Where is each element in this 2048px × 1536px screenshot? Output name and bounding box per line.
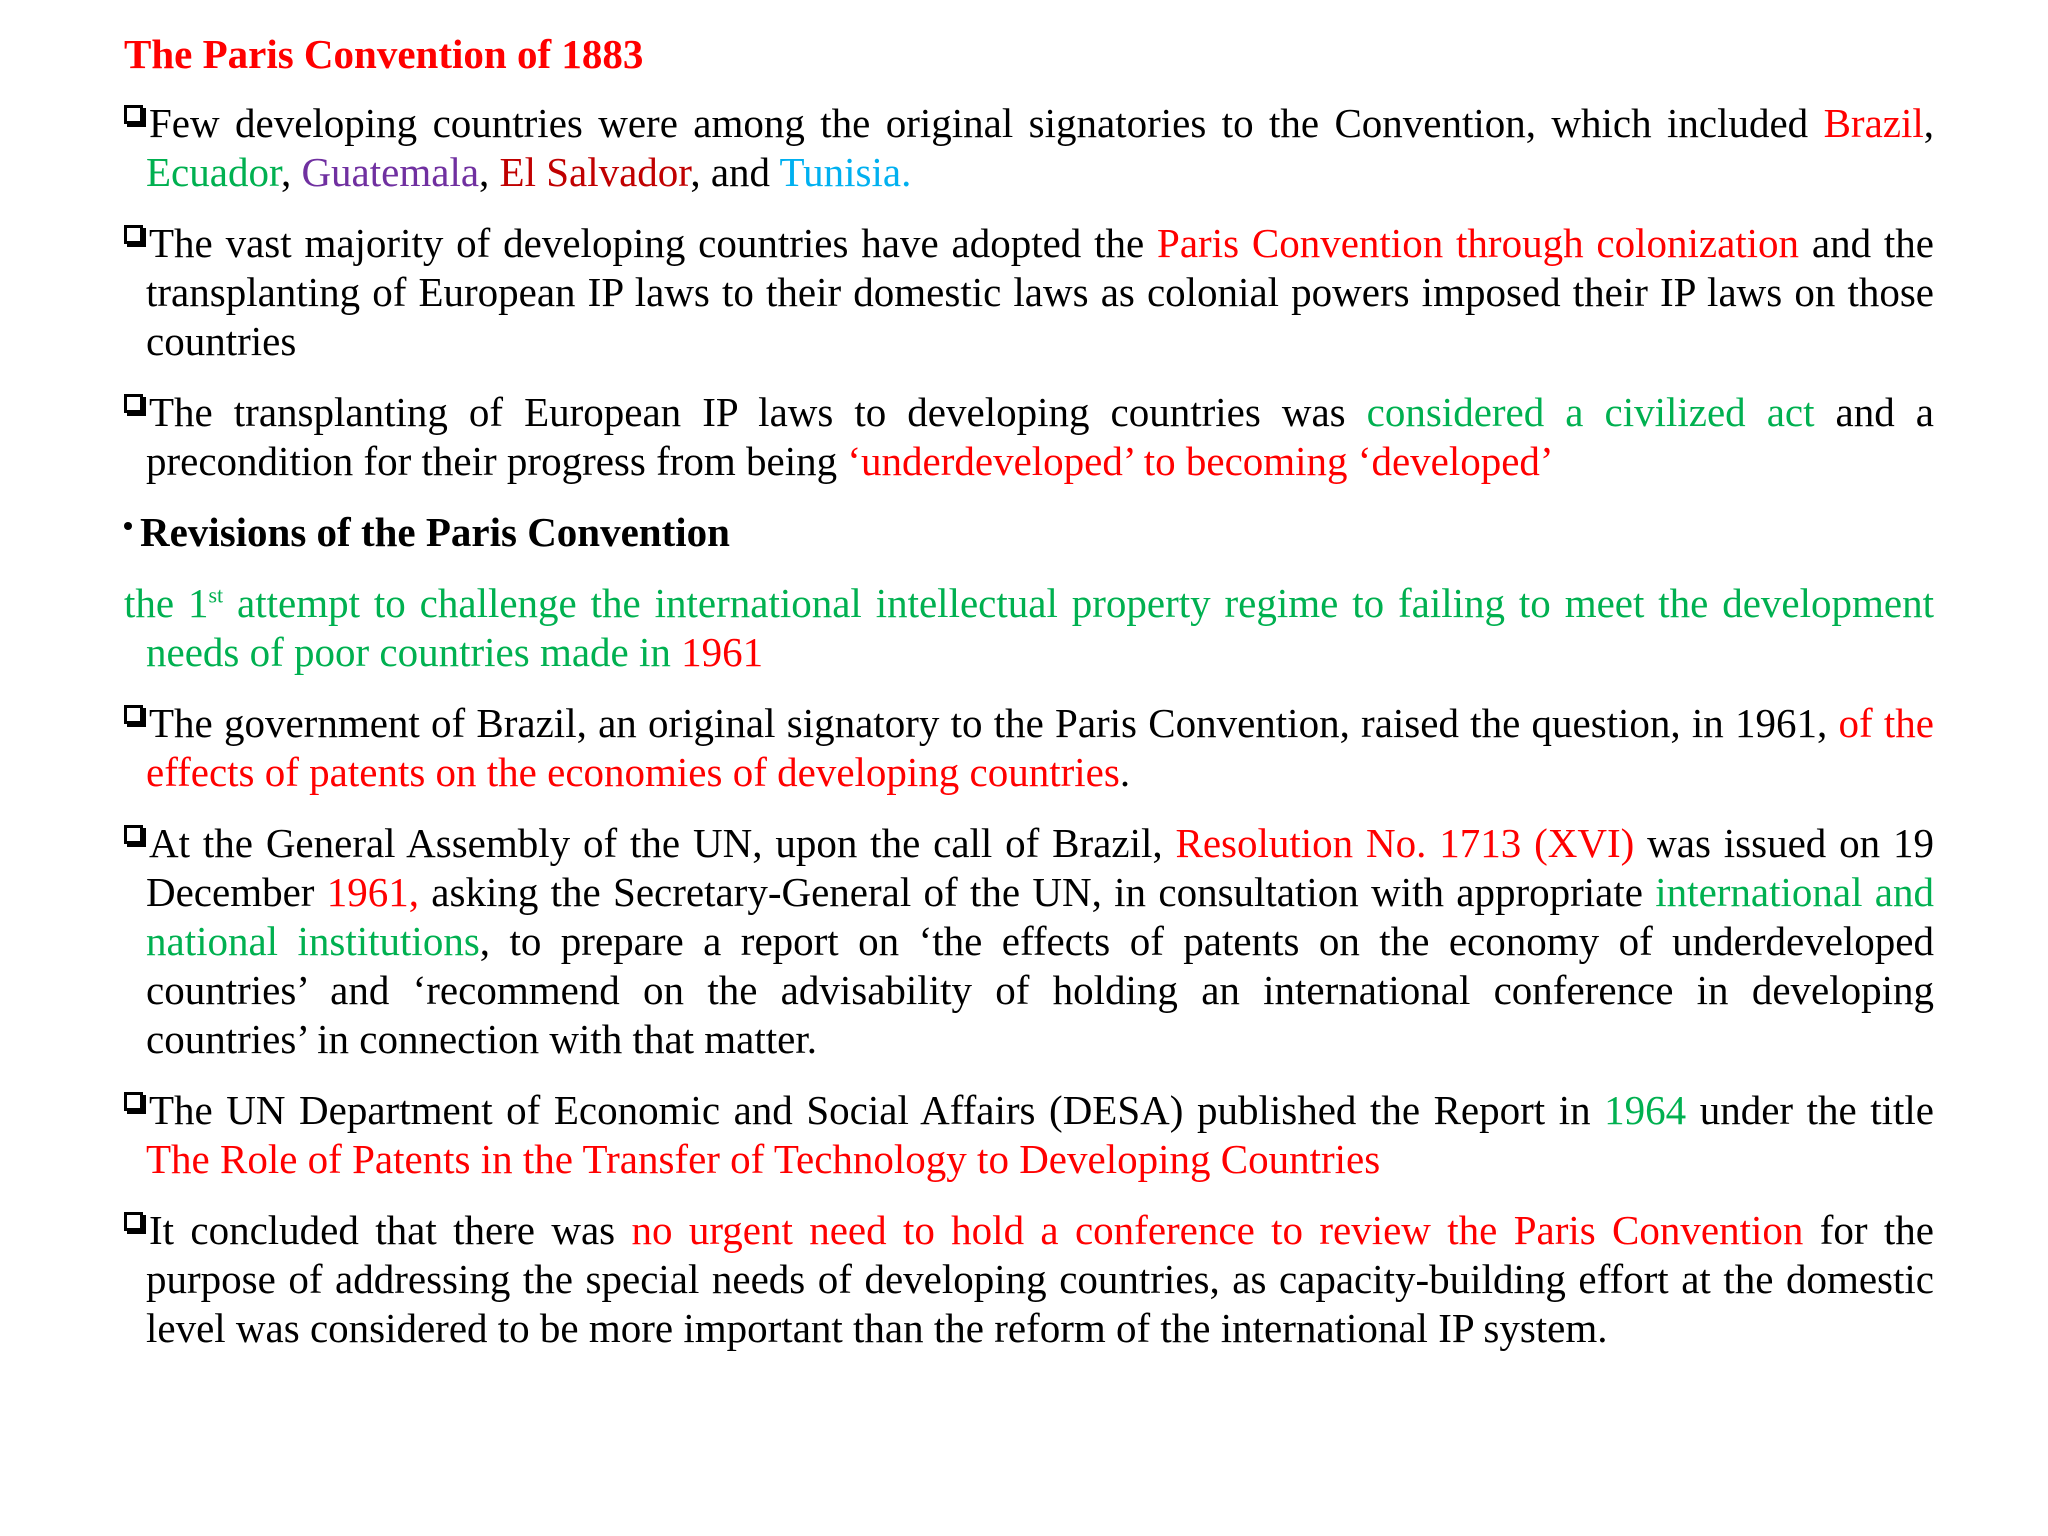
country-brazil: Brazil [1823,100,1924,146]
paragraph-brazil-question [124,699,1934,797]
country-ecuador: Ecuador [146,149,281,195]
p5-text-a: The government of Brazil, an original signatory to the Paris Convention, raised the question, in 1961, [149,700,1839,746]
p1-sep1: , [1923,100,1934,146]
p6-text-b: was issued on 19 December [146,820,1934,915]
paragraph-original-signatories [124,99,1934,197]
checkbox-bullet-icon [124,705,143,724]
p3-highlight-civilized: considered a civilized act [1366,389,1815,435]
p8-text-a: It concluded that there was [149,1207,632,1253]
paragraph-desa-report [124,1086,1934,1184]
section-heading-revisions [124,508,1934,557]
p4-superscript: st [208,582,224,608]
p7-report-title: The Role of Patents in the Transfer of Technology to Developing Countries [146,1136,1381,1182]
p6-text-d: , to prepare a report on ‘the effects of patents on the economy of underdeveloped countries’ and ‘recommend on the advisability of holding an international conference in developing countries’ in connection with that matter. [146,918,1934,1062]
slide-title: The Paris Convention of 1883 [124,31,644,77]
p1-sep2: , [280,149,302,195]
paragraph-colonization [124,219,1934,366]
checkbox-bullet-icon [124,105,143,124]
country-el-salvador: El Salvador [499,149,691,195]
p6-text-a: At the General Assembly of the UN, upon the call of Brazil, [149,820,1176,866]
p1-text: Few developing countries were among the original signatories to the Convention, which included [149,100,1824,146]
p2-text-b: and the transplanting of European IP laws to their domestic laws as colonial powers imposed their IP laws on those countries [146,220,1935,364]
p6-year: 1961, [326,869,419,915]
p3-text-b: and a precondition for their progress from being [146,389,1934,484]
paragraph-un-resolution [124,819,1934,1064]
p7-text-a: The UN Department of Economic and Social Affairs (DESA) published the Report in [149,1087,1605,1133]
p5-text-b: . [1119,749,1131,795]
checkbox-bullet-icon [124,394,143,413]
slide-content [124,30,1934,1375]
checkbox-bullet-icon [124,1212,143,1231]
checkbox-bullet-icon [124,225,143,244]
checkbox-bullet-icon [124,825,143,844]
country-tunisia: Tunisia. [779,149,912,195]
p6-resolution: Resolution No. 1713 (XVI) [1175,820,1635,866]
p3-highlight-developed: ‘underdeveloped’ to becoming ‘developed’ [847,438,1554,484]
heading-text: Revisions of the Paris Convention [140,509,730,555]
p8-highlight: no urgent need to hold a conference to review the Paris Convention [631,1207,1804,1253]
paragraph-civilized-act [124,388,1934,486]
paragraph-first-attempt [124,579,1934,677]
p7-year: 1964 [1604,1087,1687,1133]
p1-sep4: , and [690,149,780,195]
dot-bullet-icon [124,522,132,530]
p3-text-a: The transplanting of European IP laws to developing countries was [149,389,1367,435]
p5-highlight: of the effects of patents on the economies of developing countries [146,700,1934,795]
p4-year: 1961 [681,629,764,675]
p1-sep3: , [479,149,500,195]
p7-text-b: under the title [1686,1087,1935,1133]
checkbox-bullet-icon [124,1092,143,1111]
p6-institutions: international and national institutions [146,869,1934,964]
p6-text-c: asking the Secretary-General of the UN, in consultation with appropriate [419,869,1656,915]
p2-highlight: Paris Convention through colonization [1157,220,1800,266]
p8-text-b: for the purpose of addressing the special needs of developing countries, as capacity-building effort at the domestic level was considered to be more important than the reform of the international IP system. [146,1207,1934,1351]
country-guatemala: Guatemala [301,149,480,195]
p4-text-a: the 1 [124,580,209,626]
p2-text-a: The vast majority of developing countries have adopted the [149,220,1158,266]
p4-text-b: attempt to challenge the international intellectual property regime to failing to meet the development needs of poor countries made in [146,580,1935,675]
paragraph-conclusion [124,1206,1934,1353]
